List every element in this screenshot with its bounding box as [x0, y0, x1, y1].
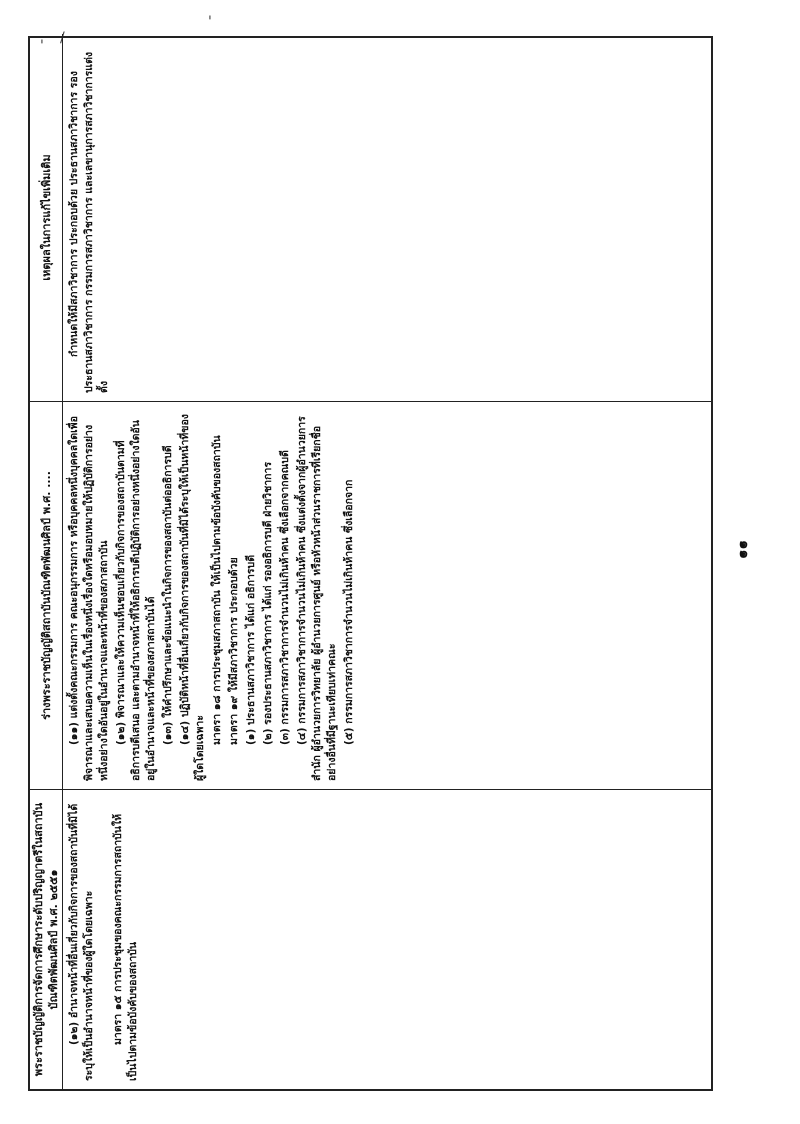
draft-law-item-13: (๑๓) ให้คำปรึกษาและข้อแนะนำในกิจการของสถาบันต่ออธิการบดี — [162, 445, 174, 745]
draft-law-section-19: มาตรา ๑๙ ให้มีสภาวิชาการ ประกอบด้วย — [228, 557, 240, 745]
draft-law-council-item-1: (๑) ประธานสภาวิชาการ ได้แก่ อธิการบดี — [245, 554, 257, 745]
margin-tick-mark: ' — [40, 38, 44, 54]
rotated-page — [28, 36, 713, 1091]
draft-law-section-18: มาตรา ๑๘ การประชุมสภาสถาบัน ให้เป็นไปตามข้อบังคับของสถาบัน — [211, 435, 223, 745]
header-existing-law: พระราชบัญญัติการจัดการศึกษาระดับปริญญาตรีในสถาบันบัณฑิตพัฒนศิลป์ พ.ศ. ๒๕๕๑ — [30, 789, 63, 1089]
header-draft-law: ร่างพระราชบัญญัติสถาบันบัณฑิตพัฒนศิลป์ พ.ศ. .... — [30, 401, 63, 789]
draft-law-item-14: (๑๔) ปฏิบัติหน้าที่อื่นเกี่ยวกับกิจการของสถาบันที่มิได้ระบุให้เป็นหน้าที่ของผู้ใดโดยเฉพาะ — [179, 414, 206, 781]
existing-law-paragraph: (๑๒) อำนาจหน้าที่อื่นเกี่ยวกับกิจการของสถาบันที่มิได้ระบุให้เป็นอำนาจหน้าที่ของผู้ใดโดยเฉพาะ — [68, 803, 95, 1081]
page-number: ๑๑ — [736, 540, 754, 560]
header-reason: เหตุผลในการแก้ไขเพิ่มเติม — [30, 34, 63, 401]
margin-tick-mark: / — [60, 30, 65, 46]
draft-law-council-item-3: (๓) กรรมการสภาวิชาการจำนวนไม่เกินห้าคน ซึ่งเลือกจากคณบดี — [279, 450, 291, 745]
margin-tick-mark: ' — [208, 14, 212, 30]
draft-law-council-item-5: (๕) กรรมการสภาวิชาการจำนวนไม่เกินห้าคน ซึ่งเลือกจาก — [343, 479, 355, 745]
reason-paragraph: กำหนดให้มีสภาวิชาการ ประกอบด้วย ประธานสภาวิชาการ รองประธานสภาวิชาการ กรรมการสภาวิชาการ และเลขานุการสภาวิชาการแต่งตั้ง — [68, 51, 110, 393]
column-reason — [63, 34, 711, 401]
existing-law-section-15: มาตรา ๑๕ การประชุมของคณะกรรมการสถาบันให้เป็นไปตามข้อบังคับของสถาบัน — [112, 814, 139, 1081]
draft-law-item-12: (๑๒) พิจารณาและให้ความเห็นชอบเกี่ยวกับกิจการของสถาบันตามที่อธิการบดีเสนอ และตามอำนาจหน้าที่ให้อธิการบดีปฏิบัติการอย่างหนึ่งอย่างใดอันอยู่ในอำนาจและหน้าที่ของสภาสถาบันได้ — [115, 420, 157, 781]
comparison-table — [28, 36, 713, 1091]
column-draft-law — [63, 401, 711, 789]
column-existing-law — [63, 789, 711, 1089]
draft-law-council-item-4: (๔) กรรมการสภาวิชาการจำนวนไม่เกินห้าคน ซึ่งแต่งตั้งจากผู้อำนวยการสำนัก ผู้อำนวยการวิทยาลัย ผู้อำนวยการศูนย์ หรือหัวหน้าส่วนราชการที่เรียกชื่ออย่างอื่นที่มีฐานะเทียบเท่าคณะ — [296, 416, 338, 781]
draft-law-council-item-2: (๒) รองประธานสภาวิชาการ ได้แก่ รองอธิการบดี ฝ่ายวิชาการ — [262, 461, 274, 745]
draft-law-item-11: (๑๑) แต่งตั้งคณะกรรมการ คณะอนุกรรมการ หรือบุคคลหนึ่งบุคคลใดเพื่อพิจารณาและเสนอความเห็นในเรื่องหนึ่งเรื่องใดหรือมอบหมายให้ปฏิบัติการอย่างหนึ่งอย่างใดอันอยู่ในอำนาจและหน้าที่ของสภาสถาบัน — [68, 416, 110, 781]
